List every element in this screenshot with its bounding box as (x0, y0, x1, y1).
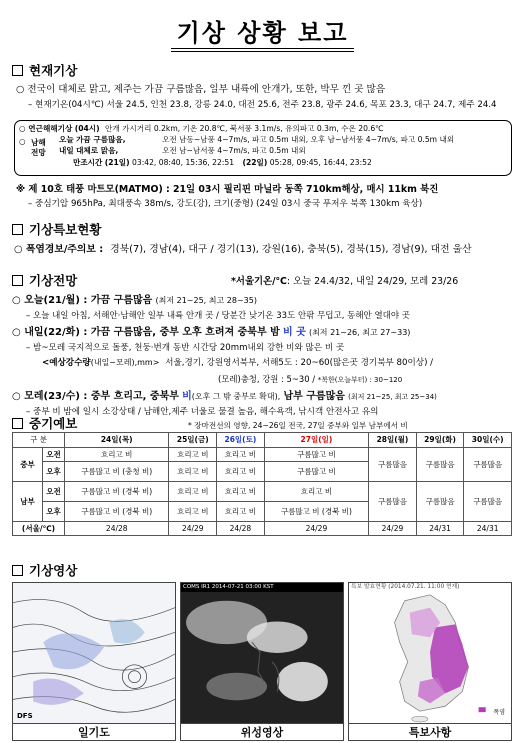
current-temperatures: – 현재기온(04시℃) 서울 24.5, 인천 23.8, 강릉 24.0, 대전 25.6, 전주 23.8, 광주 24.6, 목포 23.3, 대구 24.7, 제주 24.4 (28, 100, 497, 110)
chart-mark-label: DFS (17, 712, 33, 721)
forecast-today-detail: – 오늘 내일 아침, 서해안·남해안 일부 내륙 안개 곳 / 당분간 낮기온 33도 안팎 무덥고, 동해안 열대야 곳 (26, 311, 410, 321)
seoul-temps: *서울기온/℃: 오늘 24.4/32, 내일 24/29, 모레 23/26 (231, 276, 459, 287)
forecast-day-after: ○ 모레(23/수) : 중부 흐리고, 중북부 비(오후 그 밖 중부로 확대), 남부 구름많음 (최저 21~25, 최고 25~34) (12, 391, 437, 402)
report-title: 기상 상황 보고 (0, 18, 525, 48)
forecast-today: ○ 오늘(21/월) : 가끔 구름많음 (최저 21~25, 최고 28~35) (12, 295, 257, 306)
weather-chart-image (12, 582, 176, 725)
marine-outlook: 오늘 가끔 구름많음, 오전 남동~남풍 4~7m/s, 파고 0.5m 내외, 오후 남~남서풍 4~7m/s, 파고 0.5m 내외 내일 대체로 맑음, 오전 남~남서풍 4~7m/s, 파고 0.5m 내외 (59, 135, 455, 155)
table-row: 중부 오전 흐리고 비 흐리고 비 흐리고 비 구름많고 비 구름많음 구름많음 구름많음 (13, 448, 512, 462)
table-row: 오후 구름많고 비 (경북 비) 흐리고 비 흐리고 비 구름많고 비 (경북 비) (13, 502, 512, 522)
marine-current: 안개 가시거리 0.2km, 기온 20.8℃, 북서풍 3.1m/s, 유의파고 0.3m, 수온 20.6℃ (105, 124, 384, 133)
day-header: 27일(일) (264, 433, 368, 448)
section-weekly-forecast: 중기예보 (12, 416, 77, 432)
section-weather-warnings: 기상특보현황 (12, 222, 101, 238)
forecast-day-after-detail: – 중부 비 밤에 일시 소강상태 / 남해안,제주 너울로 물결 높음, 해수욕객, 낚시객 안전사고 유의 (26, 407, 379, 417)
marine-label: ○ 연근해해기상 (19, 124, 73, 133)
satellite-icon (181, 583, 343, 724)
typhoon-info: ※ 제 10호 태풍 마트모(MATMO) : 21일 03시 필리핀 마닐라 동쪽 710km해상, 매시 11km 북진 (16, 184, 439, 195)
weekly-forecast-table (12, 432, 512, 536)
image-captions (12, 723, 512, 741)
day-header: 24일(목) (65, 433, 169, 448)
checkbox-square-icon (12, 65, 23, 76)
expected-precipitation: <예상강수량(내일~모레),mm> 서울,경기, 강원영서북부, 서해5도 : 20~60(많은곳 경기북부 80이상) / (42, 358, 434, 368)
korea-map-icon (349, 583, 511, 724)
forecast-tomorrow-detail: – 밤~모레 국지적으로 돌풍, 천둥·번개 동반 시간당 20mm내외 강한 비와 많은 비 곳 (26, 343, 345, 353)
caption-satellite: 위성영상 (180, 723, 344, 741)
expected-precipitation-2: (모레)충청, 강원 : 5~30 / *북한(오늘부터) : 30~120 (218, 374, 403, 384)
table-row: 오후 구름많고 비 (충청 비) 흐리고 비 흐리고 비 구름많고 비 (13, 462, 512, 482)
marine-weather-box: ○ 연근해해기상 (04시) 안개 가시거리 0.2km, 기온 20.8℃, 북서풍 3.1m/s, 유의파고 0.3m, 수온 20.6℃ ○ 남해 전망 오늘 가끔 구름많음, 오전 남동~남풍 4~7m/s, 파고 0.5m 내외, 오후 남~남서풍 4~7m/s, 파고 0.5m 내외 내일 대체로 맑음, 오전 남~남서풍 4~7m/s, 파고 0.5m 내외 만조시간 (21일) 03:42, 08:40, 15:36, 22:51 (22일) 05:28, 09:45, 16:44, 23:52 (14, 120, 512, 176)
warning-legend: 폭염 (493, 708, 505, 716)
day-header: 26일(토) (217, 433, 265, 448)
weekly-note: * 장마전선의 영향, 24~26일 전국, 27일 중부와 일부 남부에서 비 (188, 421, 408, 430)
checkbox-square-icon (12, 418, 23, 429)
forecast-tomorrow: ○ 내일(22/화) : 가끔 구름많음, 중부 오후 흐려져 중북부 밤 비 곳 (최저 21~26, 최고 27~33) (12, 327, 411, 338)
checkbox-square-icon (12, 565, 23, 576)
isobar-map-icon (13, 583, 175, 724)
table-row: 남부 오전 구름많고 비 (경북 비) 흐리고 비 흐리고 비 흐리고 비 구름많음 구름많음 구름많음 (13, 482, 512, 502)
table-row: (서울/℃) 24/28 24/29 24/28 24/29 24/29 24/31 24/31 (13, 522, 512, 536)
typhoon-detail: – 중심기압 965hPa, 최대풍속 38m/s, 강도(강), 크기(중형) (24일 03시 중국 푸저우 북쪽 130km 육상) (28, 199, 423, 209)
satellite-image (180, 582, 344, 725)
day-header: 25일(금) (169, 433, 217, 448)
table-row: 구 분 24일(목) 25일(금) 26일(토) 27일(일) 28일(월) 29일(화) 30일(수) (13, 433, 512, 448)
section-weather-images: 기상영상 (12, 563, 77, 579)
weather-image-row (12, 582, 512, 725)
south-sea-outlook-label: 남해 전망 (31, 138, 46, 157)
day-header: 28일(월) (369, 433, 417, 448)
day-header: 29일(화) (416, 433, 464, 448)
section-current-weather: 현재기상 (12, 63, 77, 79)
satellite-banner: COMS IR1 2014-07-21 03:00 KST (181, 583, 343, 592)
caption-warnings: 특보사항 (348, 723, 512, 741)
section-forecast: 기상전망 (12, 273, 77, 289)
high-tide-times: 만조시간 (21일) 03:42, 08:40, 15:36, 22:51 (22일) 05:28, 09:45, 16:44, 23:52 (73, 158, 372, 167)
checkbox-square-icon (12, 224, 23, 235)
heat-warning-line: ○ 폭염경보/주의보 : 경북(7), 경남(4), 대구 / 경기(13), 강원(16), 충북(5), 경북(15), 경남(9), 대전 울산 (14, 244, 472, 255)
current-summary: ○ 전국이 대체로 맑고, 제주는 가끔 구름많음, 일부 내륙에 안개가, 또한, 박무 낀 곳 많음 (16, 84, 386, 95)
checkbox-square-icon (12, 275, 23, 286)
warning-map-banner: 특보 발효현황 (2014.07.21. 11:00 현재) (351, 584, 460, 590)
day-header: 30일(수) (464, 433, 512, 448)
warning-map-image (348, 582, 512, 725)
caption-weather-chart: 일기도 (12, 723, 176, 741)
